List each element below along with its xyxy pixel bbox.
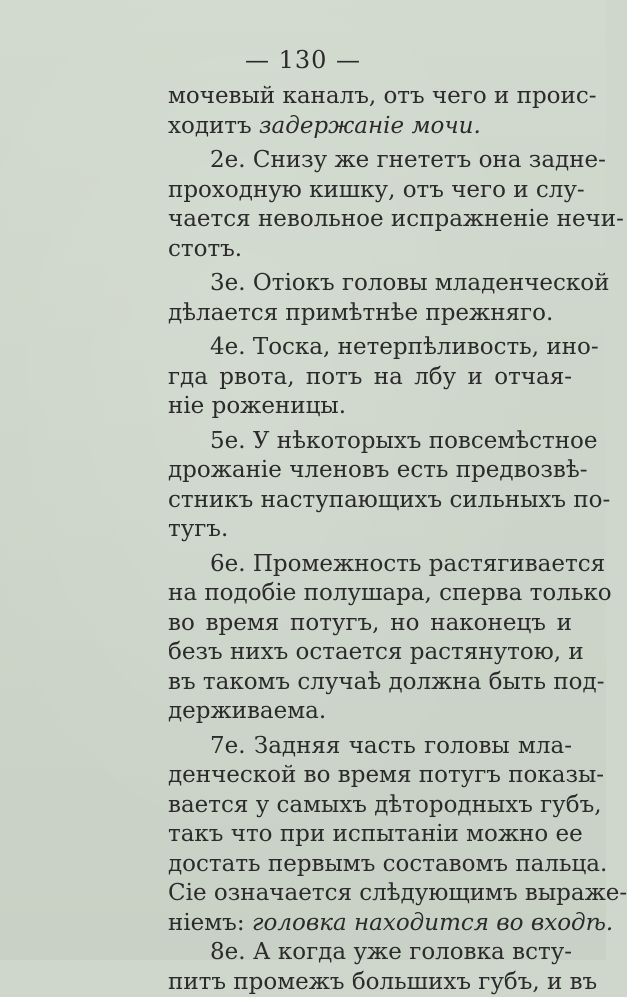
text-line: такъ что при испытаніи можно ее — [168, 820, 572, 850]
text-line: мочевый каналъ, отъ чего и проис- — [168, 82, 572, 112]
text-line: ніе роженицы. — [168, 392, 572, 422]
text-line: проходную кишку, отъ чего и слу- — [168, 176, 572, 206]
italic-phrase: головка находится во входѣ. — [252, 910, 613, 936]
text-line: 3е. Отiокъ головы младенческой — [168, 269, 572, 299]
text-line: Сіе означается слѣдующимъ выраже- — [168, 879, 572, 909]
text-line: достать первымъ составомъ пальца. — [168, 850, 572, 880]
text-line: 5е. У нѣкоторыхъ повсемѣстное — [168, 427, 572, 457]
text-line: чается невольное испражненіе нечи- — [168, 205, 572, 235]
text-line: стникъ наступающихъ сильныхъ по- — [168, 486, 572, 516]
text-line: 6е. Промежность растягивается — [168, 550, 572, 580]
body-text — [168, 82, 572, 997]
text-line: 8е. А когда уже головка всту- — [168, 938, 572, 968]
italic-phrase: задержаніе мочи. — [259, 113, 481, 139]
text-line: дрожаніе членовъ есть предвозвѣ- — [168, 456, 572, 486]
text-line: питъ промежъ большихъ губъ, и въ — [168, 968, 572, 997]
text-line: вается у самыхъ дѣтородныхъ губъ, — [168, 791, 572, 821]
text-line: 7е. Задняя часть головы мла- — [168, 732, 572, 762]
text-line: безъ нихъ остается растянутою, и — [168, 638, 572, 668]
text-line: ніемъ: головка находится во входѣ. — [168, 909, 572, 939]
text-line: гда рвота, потъ на лбу и отчая- — [168, 363, 572, 393]
text-line: во время потугъ, но наконецъ и — [168, 609, 572, 639]
text-line: стотъ. — [168, 235, 572, 265]
text-line: денческой во время потугъ показы- — [168, 761, 572, 791]
text-line: на подобіе полушара, сперва только — [168, 579, 572, 609]
text-line: въ такомъ случаѣ должна быть под- — [168, 668, 572, 698]
text-line: 2е. Снизу же гнететъ она задне- — [168, 146, 572, 176]
text-line: дѣлается примѣтнѣе прежняго. — [168, 299, 572, 329]
text-line: 4е. Тоска, нетерпѣливость, ино- — [168, 333, 572, 363]
page-number: — 130 — — [0, 46, 606, 74]
text-line: держиваема. — [168, 697, 572, 727]
text-line: ходитъ задержаніе мочи. — [168, 112, 572, 142]
text-line: тугъ. — [168, 515, 572, 545]
